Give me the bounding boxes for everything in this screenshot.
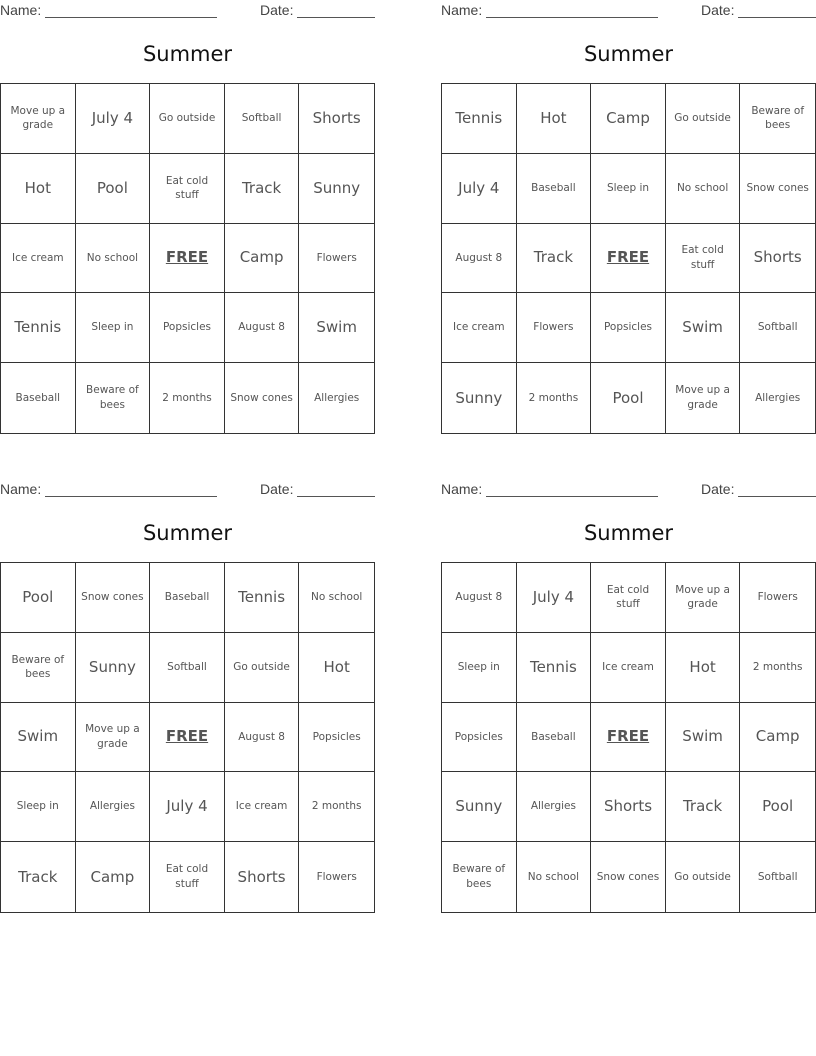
bingo-cell: No school	[299, 563, 374, 633]
bingo-cell: Sleep in	[591, 154, 666, 224]
bingo-cell: Shorts	[740, 224, 815, 294]
bingo-cell: Flowers	[299, 224, 374, 294]
bingo-cell: Swim	[299, 293, 374, 363]
bingo-cell: July 4	[76, 84, 151, 154]
name-label: Name:	[0, 2, 42, 18]
bingo-cell: Beware of bees	[76, 363, 151, 433]
bingo-cell: Swim	[666, 293, 741, 363]
bingo-cell: Sleep in	[1, 772, 76, 842]
free-space: FREE	[150, 703, 225, 773]
bingo-cell: Flowers	[316, 870, 357, 883]
bingo-cell: Shorts	[591, 772, 666, 842]
bingo-cell: Baseball	[1, 363, 76, 433]
bingo-cell: 2 months	[299, 772, 374, 842]
bingo-card-1	[0, 0, 375, 434]
bingo-cell: Popsicles	[150, 293, 225, 363]
bingo-cell: Shorts	[225, 842, 300, 912]
bingo-cell: Hot	[666, 633, 741, 703]
bingo-cell: Allergies	[755, 391, 801, 404]
bingo-cell: Popsicles	[299, 703, 374, 773]
bingo-cell: Track	[666, 772, 741, 842]
card-header	[441, 481, 816, 499]
bingo-cell: Softball	[225, 84, 300, 154]
name-label: Name:	[441, 2, 483, 18]
bingo-cell: Pool	[76, 154, 151, 224]
name-blank	[45, 496, 217, 497]
bingo-cell: August 8	[442, 224, 517, 294]
bingo-cell: Camp	[225, 224, 300, 294]
bingo-cell: Eat cold stuff	[150, 842, 225, 912]
bingo-cell: Pool	[1, 563, 76, 633]
bingo-cell: Sleep in	[76, 293, 151, 363]
bingo-cell: Snow cones	[76, 563, 151, 633]
bingo-cell: 2 months	[740, 633, 815, 703]
bingo-grid	[0, 83, 375, 434]
bingo-cell: Move up a grade	[666, 563, 741, 633]
bingo-cell: Ice cream	[225, 772, 300, 842]
bingo-cell: August 8	[225, 703, 300, 773]
bingo-cell: Tennis	[517, 633, 592, 703]
bingo-cell: Move up a grade	[1, 84, 76, 154]
bingo-cell: Hot	[299, 633, 374, 703]
bingo-cell: Hot	[517, 84, 592, 154]
bingo-cell: Tennis	[225, 563, 300, 633]
name-blank	[486, 17, 658, 18]
bingo-cell: Beware of bees	[740, 84, 815, 154]
bingo-cell: Track	[1, 842, 76, 912]
bingo-cell: Go outside	[150, 84, 225, 154]
bingo-cell: Pool	[591, 363, 666, 433]
date-blank	[738, 17, 816, 18]
bingo-grid	[441, 562, 816, 913]
card-header	[0, 2, 375, 20]
name-blank	[45, 17, 217, 18]
bingo-cell: August 8	[442, 563, 517, 633]
bingo-cell: Sleep in	[442, 633, 517, 703]
bingo-cell: Sunny	[442, 772, 517, 842]
date-label: Date:	[701, 2, 735, 18]
bingo-cell: Beware of bees	[1, 633, 76, 703]
bingo-cell: 2 months	[517, 363, 592, 433]
free-space: FREE	[591, 703, 666, 773]
bingo-cell: Move up a grade	[76, 703, 151, 773]
bingo-cell: Snow cones	[591, 842, 666, 912]
date-blank	[297, 496, 375, 497]
bingo-grid	[441, 83, 816, 434]
date-blank	[738, 496, 816, 497]
bingo-cell: Swim	[1, 703, 76, 773]
bingo-cell: No school	[666, 154, 741, 224]
bingo-cell: Softball	[740, 293, 815, 363]
bingo-cell: Hot	[1, 154, 76, 224]
bingo-grid	[0, 562, 375, 913]
bingo-cell: Popsicles	[591, 293, 666, 363]
bingo-card-4	[441, 479, 816, 913]
bingo-cell: Allergies	[76, 772, 151, 842]
card-title: Summer	[583, 42, 674, 66]
bingo-cell: No school	[76, 224, 151, 294]
bingo-cell: Eat cold stuff	[591, 563, 666, 633]
card-header	[0, 481, 375, 499]
bingo-card-3	[0, 479, 375, 913]
bingo-cell: August 8	[225, 293, 300, 363]
bingo-cell: 2 months	[150, 363, 225, 433]
bingo-cell: Ice cream	[591, 633, 666, 703]
bingo-cell: Popsicles	[442, 703, 517, 773]
name-blank	[486, 496, 658, 497]
bingo-cell: Camp	[740, 703, 815, 773]
bingo-card-2	[441, 0, 816, 434]
bingo-cell: Snow cones	[225, 363, 300, 433]
bingo-cell: Track	[225, 154, 300, 224]
bingo-cell: Swim	[666, 703, 741, 773]
bingo-cell: Eat cold stuff	[150, 154, 225, 224]
bingo-cell: Go outside	[666, 842, 741, 912]
bingo-cell: Baseball	[517, 703, 592, 773]
bingo-cell: Tennis	[1, 293, 76, 363]
date-label: Date:	[260, 2, 294, 18]
bingo-cell: Softball	[150, 633, 225, 703]
bingo-cell: Tennis	[442, 84, 517, 154]
card-title: Summer	[142, 42, 233, 66]
card-title: Summer	[142, 521, 233, 545]
bingo-cell: Sunny	[442, 363, 517, 433]
bingo-cell: Camp	[76, 842, 151, 912]
bingo-cell: Move up a grade	[666, 363, 741, 433]
bingo-cell: Ice cream	[442, 293, 517, 363]
bingo-cell: Go outside	[666, 84, 741, 154]
bingo-cell: Go outside	[225, 633, 300, 703]
bingo-cell: Baseball	[150, 563, 225, 633]
bingo-cell: July 4	[517, 563, 592, 633]
card-header	[441, 2, 816, 20]
bingo-cell: Flowers	[517, 293, 592, 363]
bingo-cell: Shorts	[299, 84, 374, 154]
free-space: FREE	[150, 224, 225, 294]
bingo-cell: July 4	[442, 154, 517, 224]
date-blank	[297, 17, 375, 18]
bingo-cell: Baseball	[517, 154, 592, 224]
bingo-cell: Allergies	[314, 391, 360, 404]
date-label: Date:	[260, 481, 294, 497]
bingo-cell: Ice cream	[1, 224, 76, 294]
bingo-cell: Sunny	[299, 154, 374, 224]
bingo-cell: Beware of bees	[442, 842, 517, 912]
bingo-cell: Snow cones	[740, 154, 815, 224]
bingo-cell: Flowers	[740, 563, 815, 633]
bingo-cell: Track	[517, 224, 592, 294]
name-label: Name:	[441, 481, 483, 497]
bingo-cell: Eat cold stuff	[666, 224, 741, 294]
bingo-cell: Softball	[757, 870, 798, 883]
bingo-cell: Pool	[740, 772, 815, 842]
bingo-cell: No school	[517, 842, 592, 912]
bingo-cell: July 4	[150, 772, 225, 842]
bingo-cell: Allergies	[517, 772, 592, 842]
date-label: Date:	[701, 481, 735, 497]
name-label: Name:	[0, 481, 42, 497]
bingo-cell: Camp	[591, 84, 666, 154]
bingo-cell: Sunny	[76, 633, 151, 703]
card-title: Summer	[583, 521, 674, 545]
free-space: FREE	[591, 224, 666, 294]
